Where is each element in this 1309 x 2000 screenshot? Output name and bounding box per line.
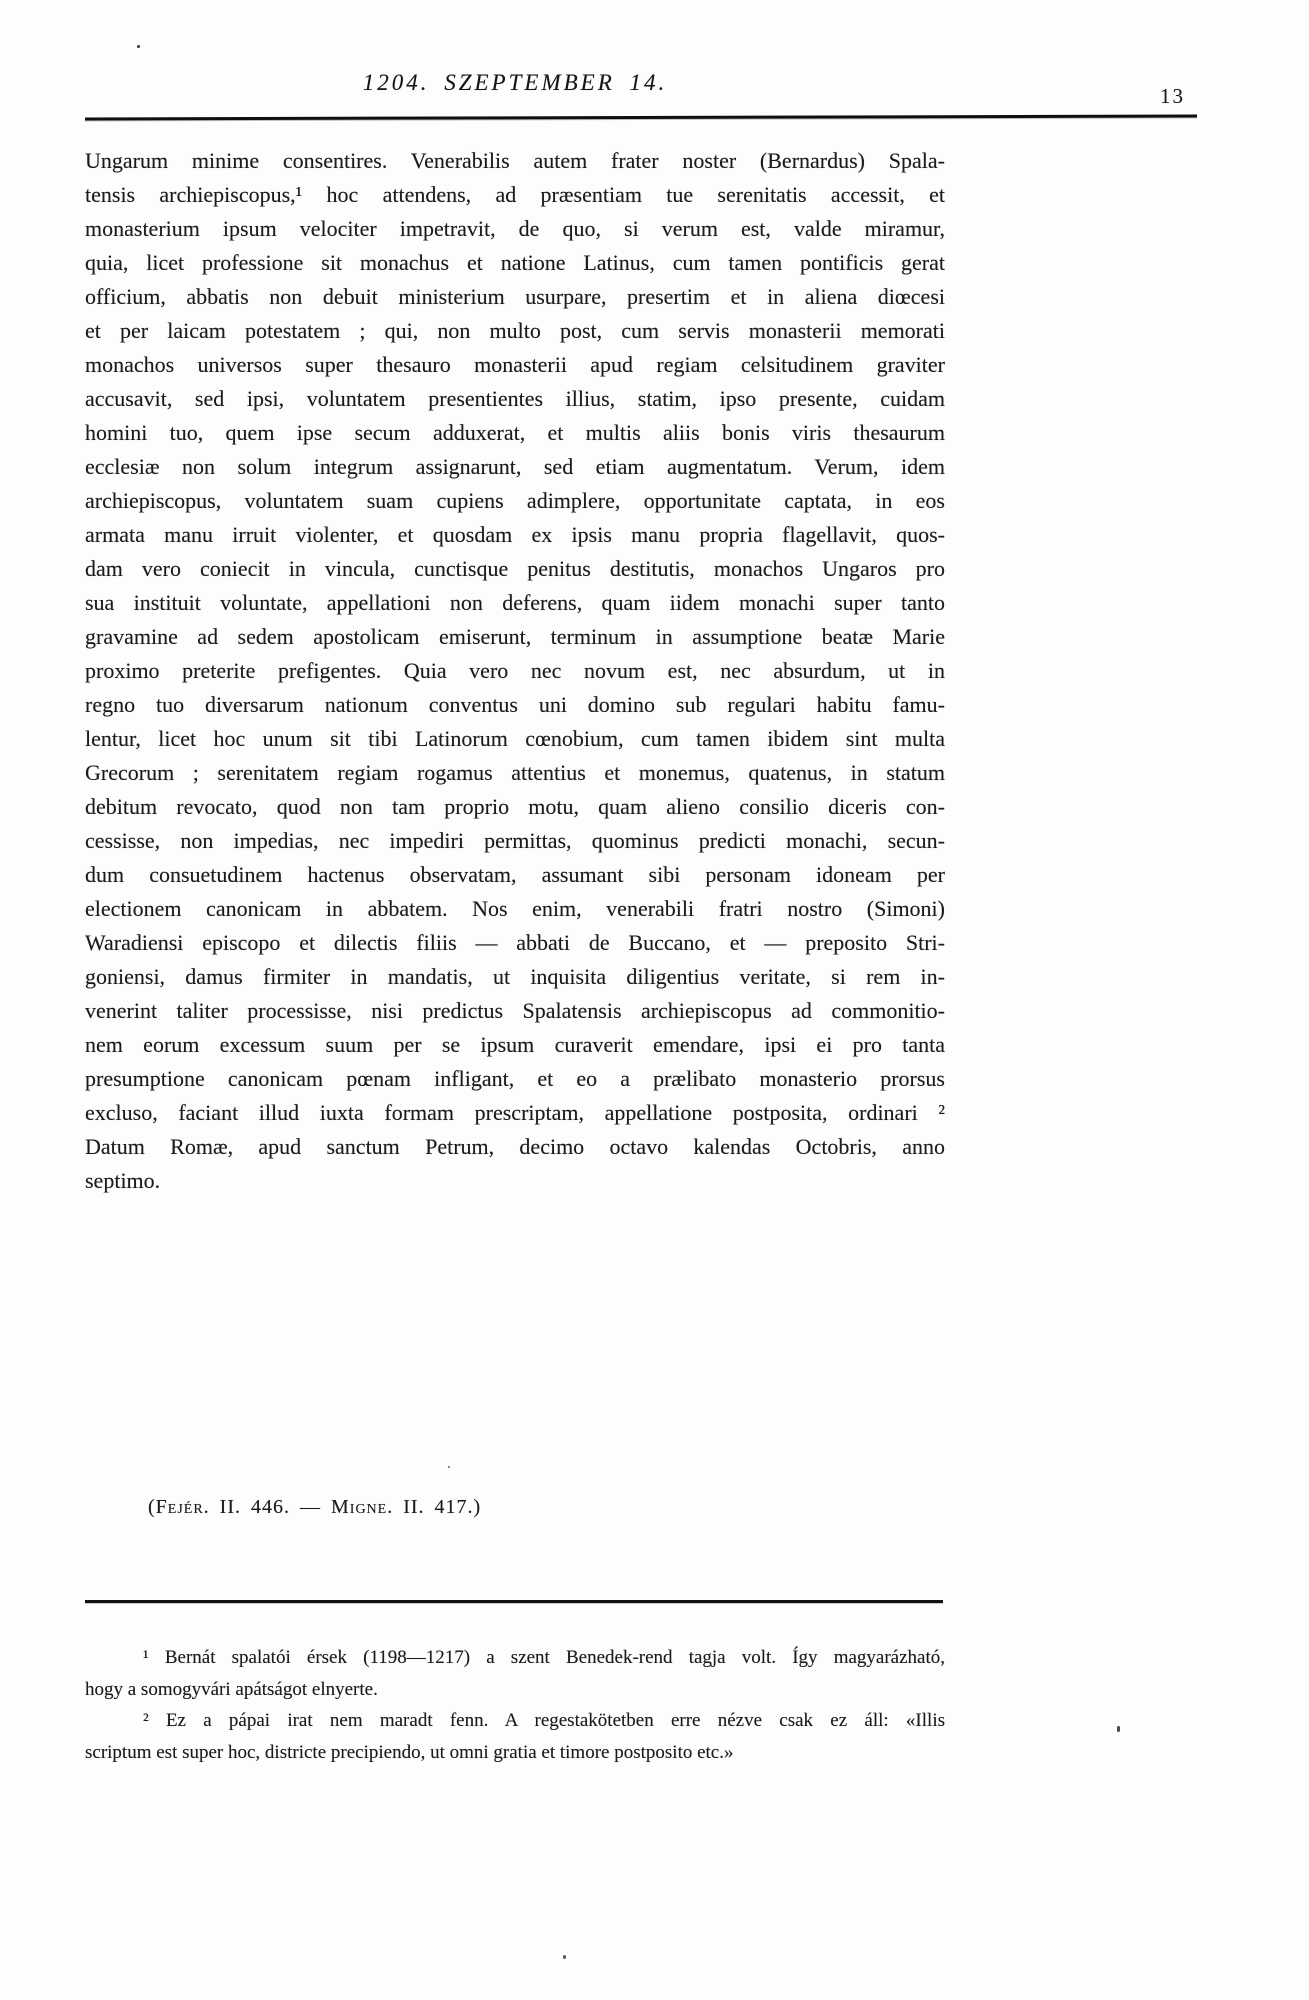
footnote-separator-rule xyxy=(85,1600,943,1603)
text-line: venerint taliter processisse, nisi predictus Spalatensis archiepiscopus ad commonitio- xyxy=(85,998,945,1023)
text-line: septimo. xyxy=(85,1168,161,1193)
text-line: presumptione canonicam pœnam infligant, et eo a prælibato monasterio prorsus xyxy=(85,1066,945,1091)
text-line: sua instituit voluntate, appellationi non deferens, quam iidem monachi super tanto xyxy=(85,590,945,615)
text-line: accusavit, sed ipsi, voluntatem presentientes illius, statim, ipso presente, cuidam xyxy=(85,386,945,411)
text-line: lentur, licet hoc unum sit tibi Latinorum cœnobium, cum tamen ibidem sint multa xyxy=(85,726,945,751)
text-line: gravamine ad sedem apostolicam emiserunt, terminum in assumptione beatæ Marie xyxy=(85,624,945,649)
text-line: tensis archiepiscopus,¹ hoc attendens, ad præsentiam tue serenitatis accessit, et xyxy=(85,182,945,207)
text-line: Waradiensi episcopo et dilectis filiis — abbati de Buccano, et — preposito Stri- xyxy=(85,930,945,955)
text-line: regno tuo diversarum nationum conventus uni domino sub regulari habitu famu- xyxy=(85,692,945,717)
footnote-line: ¹ Bernát spalatói érsek (1198—1217) a szent Benedek-rend tagja volt. Így magyarázható, xyxy=(143,1647,945,1668)
text-line: officium, abbatis non debuit ministerium usurpare, presertim et in aliena diœcesi xyxy=(85,284,945,309)
footnote-1 xyxy=(85,1642,945,1705)
text-line: cessisse, non impedias, nec impediri permittas, quominus predicti monachi, secun- xyxy=(85,828,945,853)
scan-speck xyxy=(448,1466,450,1468)
running-head-date: 1204. SZEPTEMBER 14. xyxy=(362,70,668,95)
text-line: Datum Romæ, apud sanctum Petrum, decimo octavo kalendas Octobris, anno xyxy=(85,1134,945,1159)
document-body-text xyxy=(85,144,945,1198)
text-line: excluso, faciant illud iuxta formam prescriptam, appellatione postposita, ordinari ² xyxy=(85,1100,945,1125)
footnote-2 xyxy=(85,1705,945,1768)
text-line: monasterium ipsum velociter impetravit, de quo, si verum est, valde miramur, xyxy=(85,216,945,241)
text-line: ecclesiæ non solum integrum assignarunt, sed etiam augmentatum. Verum, idem xyxy=(85,454,945,479)
text-line: debitum revocato, quod non tam proprio motu, quam alieno consilio diceris con- xyxy=(85,794,945,819)
text-line: dam vero coniecit in vincula, cunctisque penitus destitutis, monachos Ungaros pro xyxy=(85,556,945,581)
text-line: archiepiscopus, voluntatem suam cupiens adimplere, opportunitate captata, in eos xyxy=(85,488,945,513)
scan-speck xyxy=(563,1955,566,1959)
text-line: quia, licet professione sit monachus et natione Latinus, cum tamen pontificis gerat xyxy=(85,250,945,275)
footnotes-section xyxy=(85,1642,945,1768)
text-line: dum consuetudinem hactenus observatam, assumant sibi personam idoneam per xyxy=(85,862,945,887)
scan-speck xyxy=(1117,1726,1120,1732)
text-line: goniensi, damus firmiter in mandatis, ut inquisita diligentius veritate, si rem in- xyxy=(85,964,945,989)
text-line: nem eorum excessum suum per se ipsum curaverit emendare, ipsi ei pro tanta xyxy=(85,1032,945,1057)
footnote-line: hogy a somogyvári apátságot elnyerte. xyxy=(85,1678,378,1700)
page-number: 13 xyxy=(1160,84,1185,108)
source-citation: (Fejér. II. 446. — Migne. II. 417.) xyxy=(148,1496,482,1518)
text-line: electionem canonicam in abbatem. Nos enim, venerabili fratri nostro (Simoni) xyxy=(85,896,945,921)
footnote-line: scriptum est super hoc, districte precipiendo, ut omni gratia et timore postposito etc.» xyxy=(85,1741,734,1763)
footnote-line: ² Ez a pápai irat nem maradt fenn. A regestakötetben erre nézve csak ez áll: «Illis xyxy=(143,1710,945,1731)
text-line: et per laicam potestatem ; qui, non multo post, cum servis monasterii memorati xyxy=(85,318,945,343)
text-line: armata manu irruit violenter, et quosdam ex ipsis manu propria flagellavit, quos- xyxy=(85,522,945,547)
text-line: Grecorum ; serenitatem regiam rogamus attentius et monemus, quatenus, in statum xyxy=(85,760,945,785)
header-rule xyxy=(85,115,1197,121)
text-line: monachos universos super thesauro monasterii apud regiam celsitudinem graviter xyxy=(85,352,945,377)
text-line: proximo preterite prefigentes. Quia vero nec novum est, nec absurdum, ut in xyxy=(85,658,945,683)
text-line: homini tuo, quem ipse secum adduxerat, et multis aliis bonis viris thesaurum xyxy=(85,420,945,445)
scan-speck xyxy=(137,45,140,48)
text-line: Ungarum minime consentires. Venerabilis autem frater noster (Bernardus) Spala- xyxy=(85,148,945,173)
